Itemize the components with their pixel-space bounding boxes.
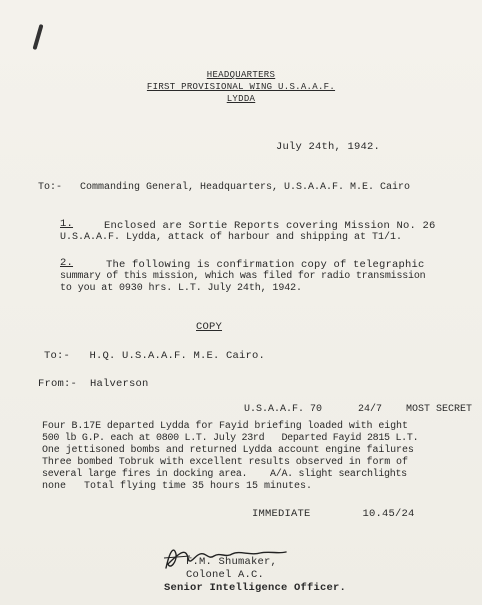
- copy-title: COPY: [196, 321, 223, 333]
- para1-line1: Enclosed are Sortie Reports covering Mission No. 26: [104, 220, 436, 232]
- message-line-1: Four B.17E departed Lydda for Fayid briefing loaded with eight: [42, 421, 408, 432]
- para1-line2: U.S.A.A.F. Lydda, attack of harbour and shipping at T1/1.: [60, 232, 403, 243]
- margin-pen-mark: [32, 24, 43, 50]
- para1-number: 1.: [60, 218, 74, 230]
- message-line-2: 500 lb G.P. each at 0800 L.T. July 23rd Departed Fayid 2815 L.T.: [42, 433, 419, 444]
- immediate-line: IMMEDIATE 10.45/24: [252, 508, 415, 520]
- signature-name: F.M. Shumaker,: [186, 556, 278, 568]
- message-line-4: Three bombed Tobruk with excellent results observed in form of: [42, 457, 408, 468]
- copy-from-line: From:- Halverson: [38, 378, 149, 390]
- message-line-6: none Total flying time 35 hours 15 minutes.: [42, 481, 313, 492]
- header-line-1: HEADQUARTERS: [206, 70, 276, 80]
- header-line-3: LYDDA: [226, 94, 256, 104]
- reference-line: U.S.A.A.F. 70 24/7 MOST SECRET: [244, 404, 473, 415]
- signature-title: Senior Intelligence Officer.: [164, 582, 347, 594]
- message-line-3: One jettisoned bombs and returned Lydda account engine failures: [42, 445, 414, 456]
- document-date: July 24th, 1942.: [276, 141, 381, 153]
- copy-to-line: To:- H.Q. U.S.A.A.F. M.E. Cairo.: [44, 350, 266, 362]
- para2-line1: The following is confirmation copy of telegraphic: [106, 259, 425, 271]
- signature-rank: Colonel A.C.: [186, 569, 265, 581]
- para2-line2: summary of this mission, which was filed for radio transmission: [60, 271, 426, 282]
- header-line-2: FIRST PROVISIONAL WING U.S.A.A.F.: [146, 82, 336, 92]
- addressee-line: To:- Commanding General, Headquarters, U.S.A.A.F. M.E. Cairo: [38, 182, 411, 193]
- para2-number: 2.: [60, 257, 74, 269]
- message-line-5: several large fires in docking area. A/A. slight searchlights: [42, 469, 407, 480]
- para2-line3: to you at 0930 hrs. L.T. July 24th, 1942.: [60, 283, 302, 294]
